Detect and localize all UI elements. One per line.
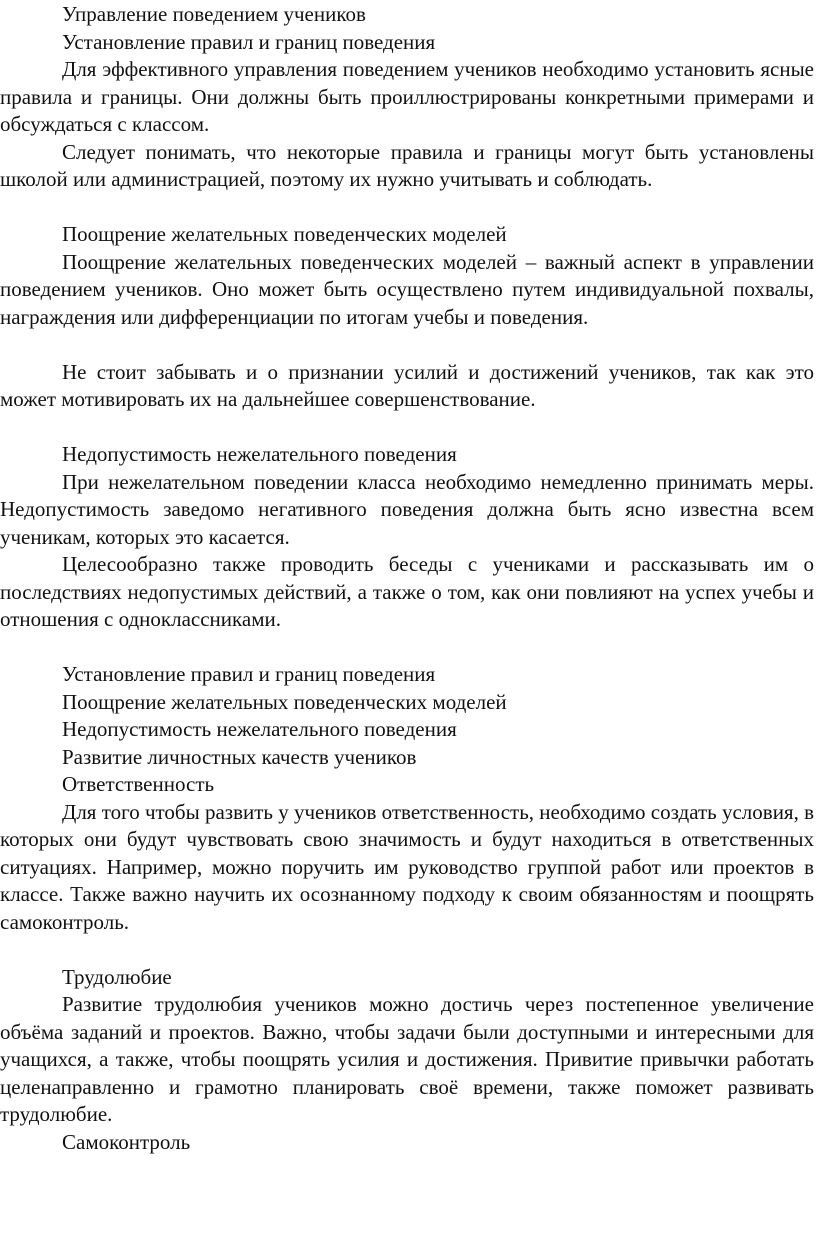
paragraph: Поощрение желательных поведенческих моделей – важный аспект в управлении поведением учеников. Оно может быть осуществлено путем индивидуальной похвалы, награждения или дифференциации по итогам учебы и поведения. [0, 249, 814, 329]
section-heading-diligence: Трудолюбие [62, 964, 172, 989]
blank-line [0, 194, 814, 222]
document-title: Управление поведением учеников [62, 2, 366, 26]
section-heading-responsibility: Ответственность [62, 772, 215, 796]
outline-item: Поощрение желательных поведенческих моделей [62, 689, 507, 714]
paragraph: Для того чтобы развить у учеников ответственность, необходимо создать условия, в которых они будут чувствовать свою значимость и будут находиться в ответственных ситуациях. Например, можно поручить им руководство группой работ или проектов в классе. Также важно научить их осознанному подходу к своим обязанностям и поощрять самоконтроль. [0, 799, 815, 934]
section-heading-self-control: Самоконтроль [62, 1129, 191, 1154]
paragraph: Следует понимать, что некоторые правила и границы могут быть установлены школой или администрацией, поэтому их нужно учитывать и соблюдать. [0, 139, 814, 191]
blank-line [0, 634, 814, 662]
paragraph: Для эффективного управления поведением учеников необходимо установить ясные правила и границы. Они должны быть проиллюстрированы конкретными примерами и обсуждаться с классом. [0, 57, 814, 136]
blank-line [0, 331, 814, 359]
paragraph: Развитие трудолюбия учеников можно достичь через постепенное увеличение объёма заданий и проектов. Важно, чтобы задачи были доступными и интересными для учащихся, а также, чтобы поощрять усилия и достижения. Привитие привычки работать целенаправленно и грамотно планировать своё времени, также поможет развивать трудолюбие. [0, 992, 814, 1126]
section-heading-unacceptable-behavior: Недопустимость нежелательного поведения [62, 442, 457, 466]
paragraph: При нежелательном поведении класса необходимо немедленно принимать меры. Недопустимость заведомо негативного поведения должна быть ясно известна всем ученикам, которых это касается. [0, 469, 814, 549]
outline-item: Установление правил и границ поведения [62, 662, 436, 686]
outline-item: Развитие личностных качеств учеников [62, 744, 417, 769]
paragraph: Не стоит забывать и о признании усилий и достижений учеников, так как это может мотивировать их на дальнейшее совершенствование. [0, 359, 814, 411]
outline-item: Недопустимость нежелательного поведения [62, 717, 457, 741]
blank-line [0, 936, 814, 964]
blank-line [0, 414, 814, 442]
paragraph: Целесообразно также проводить беседы с учениками и рассказывать им о последствиях недопустимых действий, а также о том, как они повлияют на успех учебы и отношения с одноклассниками. [0, 552, 814, 631]
section-heading-rules: Установление правил и границ поведения [62, 29, 436, 54]
section-heading-encouragement: Поощрение желательных поведенческих моделей [62, 222, 507, 246]
